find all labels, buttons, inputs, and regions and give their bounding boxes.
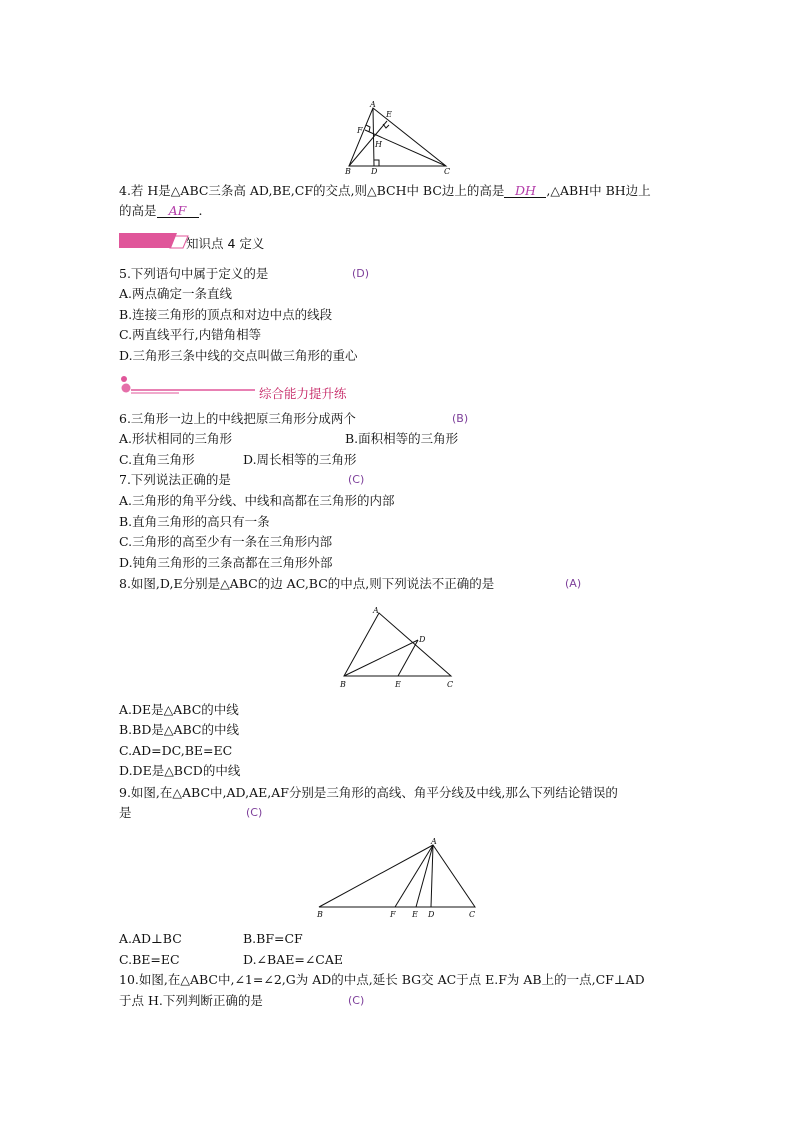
fig1-label-c: C	[444, 167, 451, 176]
q8-option-c: C.AD=DC,BE=EC	[119, 743, 233, 758]
q7-option-a: A.三角形的角平分线、中线和高都在三角形的内部	[119, 493, 395, 508]
q9-option-d: D.∠BAE=∠CAE	[243, 952, 344, 967]
q8-label-d: D	[419, 635, 426, 644]
section-title-comprehensive: 综合能力提升练	[259, 386, 347, 401]
figure-q8-triangle	[335, 603, 465, 693]
figure-q9-triangle	[315, 835, 485, 920]
q4-text-d: .	[198, 203, 203, 218]
q4-line2	[119, 203, 203, 219]
q8-label-b: B	[340, 680, 346, 689]
right-angle-e	[383, 124, 389, 128]
q5-option-a: A.两点确定一条直线	[119, 286, 233, 301]
fig1-label-b: B	[345, 167, 351, 176]
q10-stem-line2: 于点 H.下列判断正确的是 (C)	[119, 993, 365, 1008]
q6-stem: 6.三角形一边上的中线把原三角形分成两个 (B)	[119, 411, 469, 426]
q9-stem-line2: 是 (C)	[119, 805, 263, 820]
q5-stem: 5.下列语句中属于定义的是 (D)	[119, 266, 370, 281]
section-banner-knowledge	[119, 232, 189, 250]
fig1-label-f: F	[357, 126, 363, 135]
q6-option-a: A.形状相同的三角形	[119, 431, 233, 446]
triangle-abc	[349, 108, 446, 166]
q5-option-c: C.两直线平行,内错角相等	[119, 327, 262, 342]
q6-option-d: D.周长相等的三角形	[243, 452, 357, 467]
q4-blank2: AF	[157, 204, 199, 218]
q9-triangle-abc	[319, 845, 475, 907]
q9-stem-line1: 9.如图,在△ABC中,AD,AE,AF分别是三角形的高线、角平分线及中线,那么下列结论错误的	[119, 785, 618, 800]
fig1-label-a: A	[370, 100, 376, 109]
q9-label-d: D	[428, 910, 435, 919]
q8-triangle-abc	[344, 613, 451, 676]
q4-blank1: DH	[504, 184, 546, 198]
q9-answer: (C)	[246, 806, 263, 819]
q8-label-c: C	[447, 680, 454, 689]
right-angle-d	[374, 160, 379, 166]
section-title-knowledge: 知识点 4 定义	[186, 236, 265, 251]
q9-label-b: B	[317, 910, 323, 919]
q9-bisector-ae	[416, 845, 433, 907]
q9-label-a: A	[431, 837, 437, 846]
q7-answer: (C)	[348, 473, 365, 486]
q9-option-c: C.BE=EC	[119, 952, 180, 967]
q9-label-c: C	[469, 910, 476, 919]
q8-stem: 8.如图,D,E分别是△ABC的边 AC,BC的中点,则下列说法不正确的是 (A)	[119, 576, 582, 591]
q7-option-b: B.直角三角形的高只有一条	[119, 514, 270, 529]
q8-segment-bd	[344, 640, 418, 676]
section-banner-comprehensive	[119, 374, 259, 400]
fig1-label-h: H	[375, 140, 382, 149]
fig1-label-d: D	[371, 167, 378, 176]
q4-text-c: 的高是	[119, 203, 157, 218]
q7-stem: 7.下列说法正确的是 (C)	[119, 472, 365, 487]
q10-stem-line1: 10.如图,在△ABC中,∠1=∠2,G为 AD的中点,延长 BG交 AC于点 E.F为 AB上的一点,CF⊥AD	[119, 972, 645, 987]
q9-median-af	[395, 845, 433, 907]
figure-triangle-altitudes	[340, 100, 460, 180]
q8-option-b: B.BD是△ABC的中线	[119, 722, 239, 737]
q4-text-b: ,△ABH中 BH边上	[546, 183, 651, 198]
q8-option-d: D.DE是△BCD的中线	[119, 763, 241, 778]
q9-label-f: F	[390, 910, 396, 919]
q4-line1	[119, 183, 651, 199]
q6-option-b: B.面积相等的三角形	[345, 431, 459, 446]
q8-option-a: A.DE是△ABC的中线	[119, 702, 239, 717]
q8-label-a: A	[373, 606, 379, 615]
q4-text-a: 4.若 H是△ABC三条高 AD,BE,CF的交点,则△BCH中 BC边上的高是	[119, 183, 505, 198]
q9-option-a: A.AD⊥BC	[119, 931, 182, 946]
q8-answer: (A)	[565, 577, 582, 590]
q5-option-b: B.连接三角形的顶点和对边中点的线段	[119, 307, 333, 322]
fig1-label-e: E	[386, 110, 392, 119]
q7-option-c: C.三角形的高至少有一条在三角形内部	[119, 534, 333, 549]
q10-answer: (C)	[348, 994, 365, 1007]
q6-option-c: C.直角三角形	[119, 452, 195, 467]
q9-altitude-ad	[431, 845, 433, 907]
q7-option-d: D.钝角三角形的三条高都在三角形外部	[119, 555, 333, 570]
q6-answer: (B)	[452, 412, 469, 425]
q8-label-e: E	[395, 680, 401, 689]
q9-option-b: B.BF=CF	[243, 931, 303, 946]
q5-answer: (D)	[352, 267, 370, 280]
q9-label-e: E	[412, 910, 418, 919]
q5-option-d: D.三角形三条中线的交点叫做三角形的重心	[119, 348, 358, 363]
